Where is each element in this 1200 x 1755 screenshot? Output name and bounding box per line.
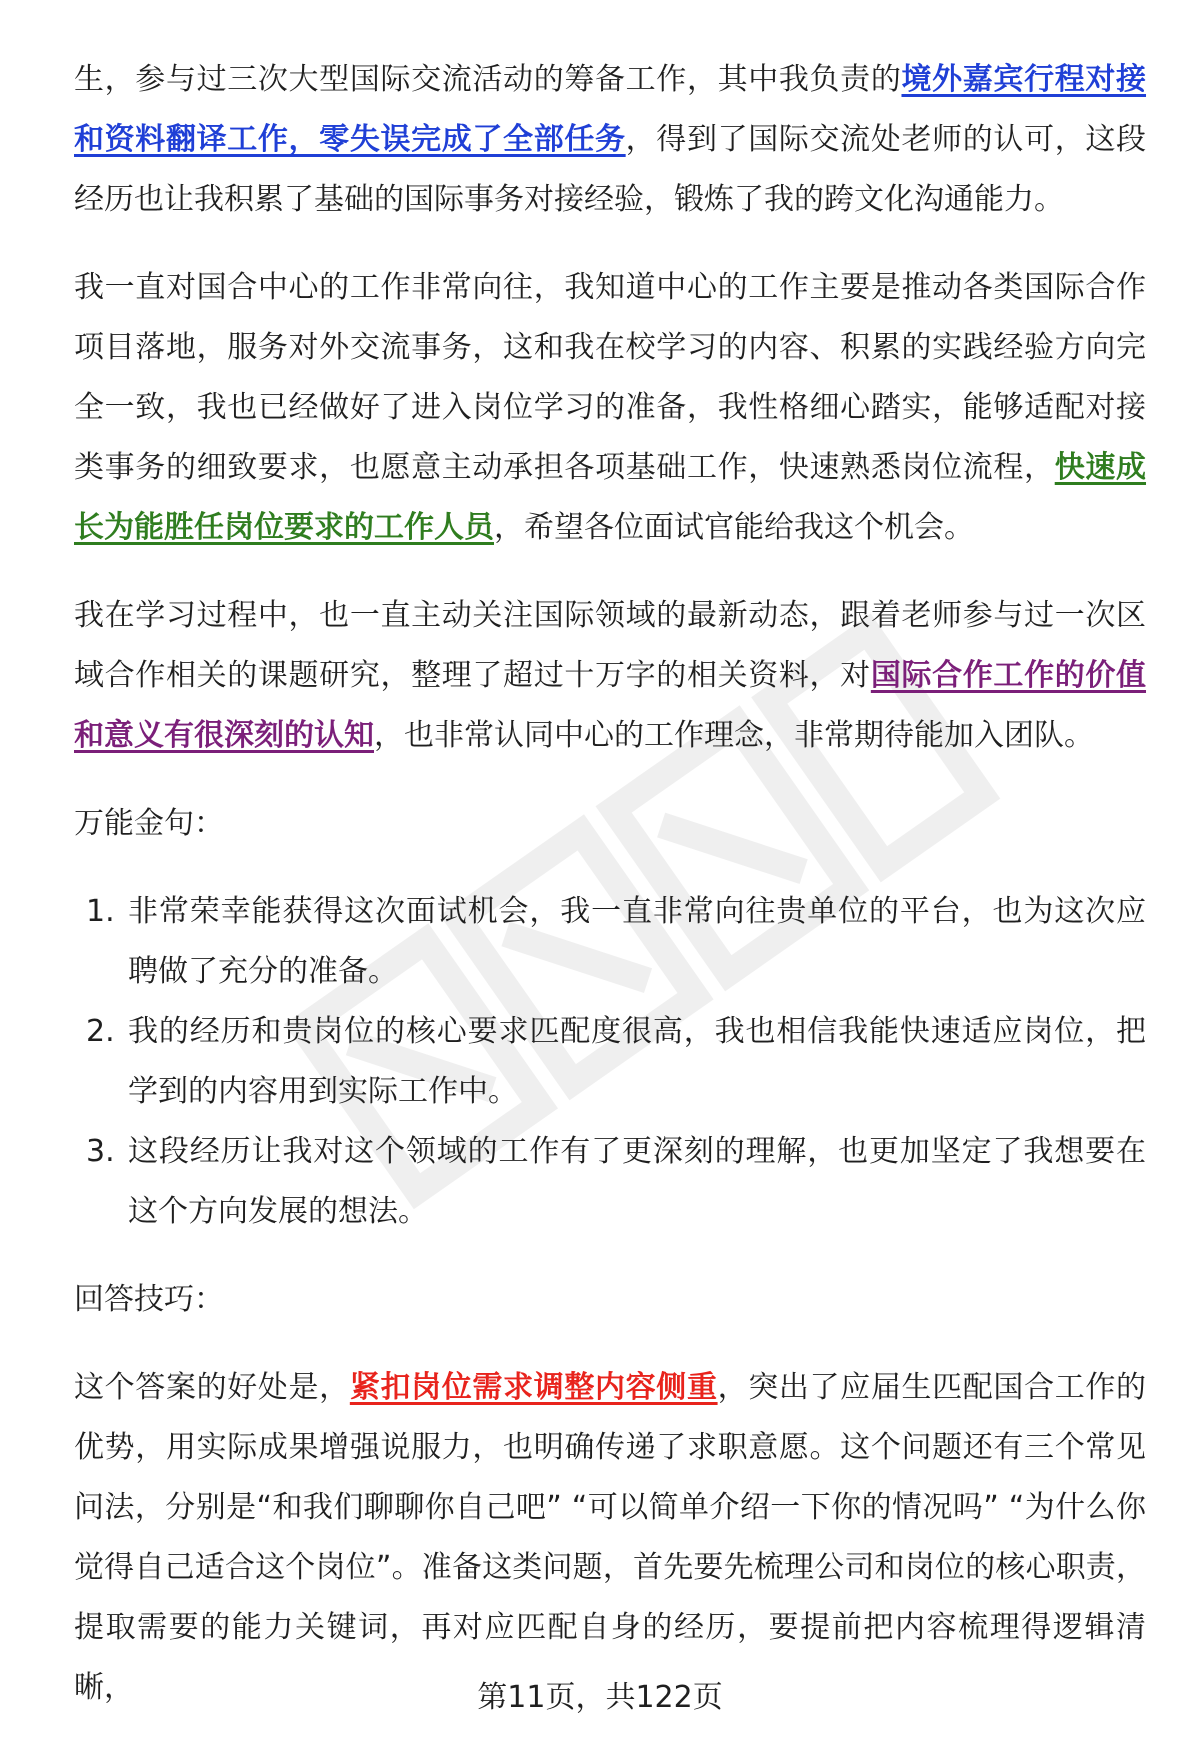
paragraph-text: 这个答案的好处是， xyxy=(74,1370,350,1405)
paragraph-text: 我在学习过程中，也一直主动关注国际领域的最新动态，跟着老师参与过一次区域合作相关的课题研究，整理了超过十万字的相关资料，对 xyxy=(74,598,1146,693)
list-number: 1. xyxy=(86,894,115,929)
golden-sentences-heading: 万能金句： xyxy=(74,806,224,841)
paragraph-text: ，希望各位面试官能给我这个机会。 xyxy=(494,510,974,545)
paragraph-experience xyxy=(74,50,1146,230)
paragraph-research xyxy=(74,586,1146,766)
paragraph-tips xyxy=(74,1358,1146,1718)
golden-sentences-list xyxy=(74,882,1146,1242)
tips-heading: 回答技巧： xyxy=(74,1282,224,1317)
list-number: 2. xyxy=(86,1014,115,1049)
highlight-text: 国际合作工作的价值和意义有很深刻的认知 xyxy=(74,658,1147,753)
paragraph-motivation xyxy=(74,258,1146,558)
list-item-text: 我的经历和贵岗位的核心要求匹配度很高，我也相信我能快速适应岗位，把学到的内容用到实际工作中。 xyxy=(128,1014,1146,1109)
highlight-text: 境外嘉宾行程对接和资料翻译工作，零失误完成了全部任务 xyxy=(74,62,1147,157)
list-item-text: 非常荣幸能获得这次面试机会，我一直非常向往贵单位的平台，也为这次应聘做了充分的准备。 xyxy=(128,894,1146,989)
highlight-text: 紧扣岗位需求调整内容侧重 xyxy=(349,1370,718,1405)
main-content xyxy=(74,50,1146,1718)
paragraph-text: 生，参与过三次大型国际交流活动的筹备工作，其中我负责的 xyxy=(74,62,902,97)
paragraph-text: 我一直对国合中心的工作非常向往，我知道中心的工作主要是推动各类国际合作项目落地，服务对外交流事务，这和我在校学习的内容、积累的实践经验方向完全一致，我也已经做好了进入岗位学习的准备，我性格细心踏实，能够适配对接类事务的细致要求，也愿意主动承担各项基础工作，快速熟悉岗位流程， xyxy=(74,270,1146,485)
list-item xyxy=(74,1122,1146,1242)
list-item xyxy=(74,1002,1146,1122)
page-number-footer: 第11页，共122页 xyxy=(477,1680,723,1715)
highlight-text: 快速成长为能胜任岗位要求的工作人员 xyxy=(74,450,1147,545)
paragraph-text: ，突出了应届生匹配国合工作的优势，用实际成果增强说服力，也明确传递了求职意愿。这个问题还有三个常见问法，分别是“和我们聊聊你自己吧” “可以简单介绍一下你的情况吗” “为什么你觉得自己适合这个岗位”。准备这类问题，首先要先梳理公司和岗位的核心职责，提取需要的能力关键词，再对应匹配自身的经历，要提前把内容梳理得逻辑清晰， xyxy=(74,1370,1147,1705)
list-number: 3. xyxy=(86,1134,115,1169)
paragraph-text: ，得到了国际交流处老师的认可，这段经历也让我积累了基础的国际事务对接经验，锻炼了我的跨文化沟通能力。 xyxy=(74,122,1147,217)
list-item-text: 这段经历让我对这个领域的工作有了更深刻的理解，也更加坚定了我想要在这个方向发展的想法。 xyxy=(128,1134,1146,1229)
paragraph-text: ，也非常认同中心的工作理念，非常期待能加入团队。 xyxy=(374,718,1094,753)
list-item xyxy=(74,882,1146,1002)
